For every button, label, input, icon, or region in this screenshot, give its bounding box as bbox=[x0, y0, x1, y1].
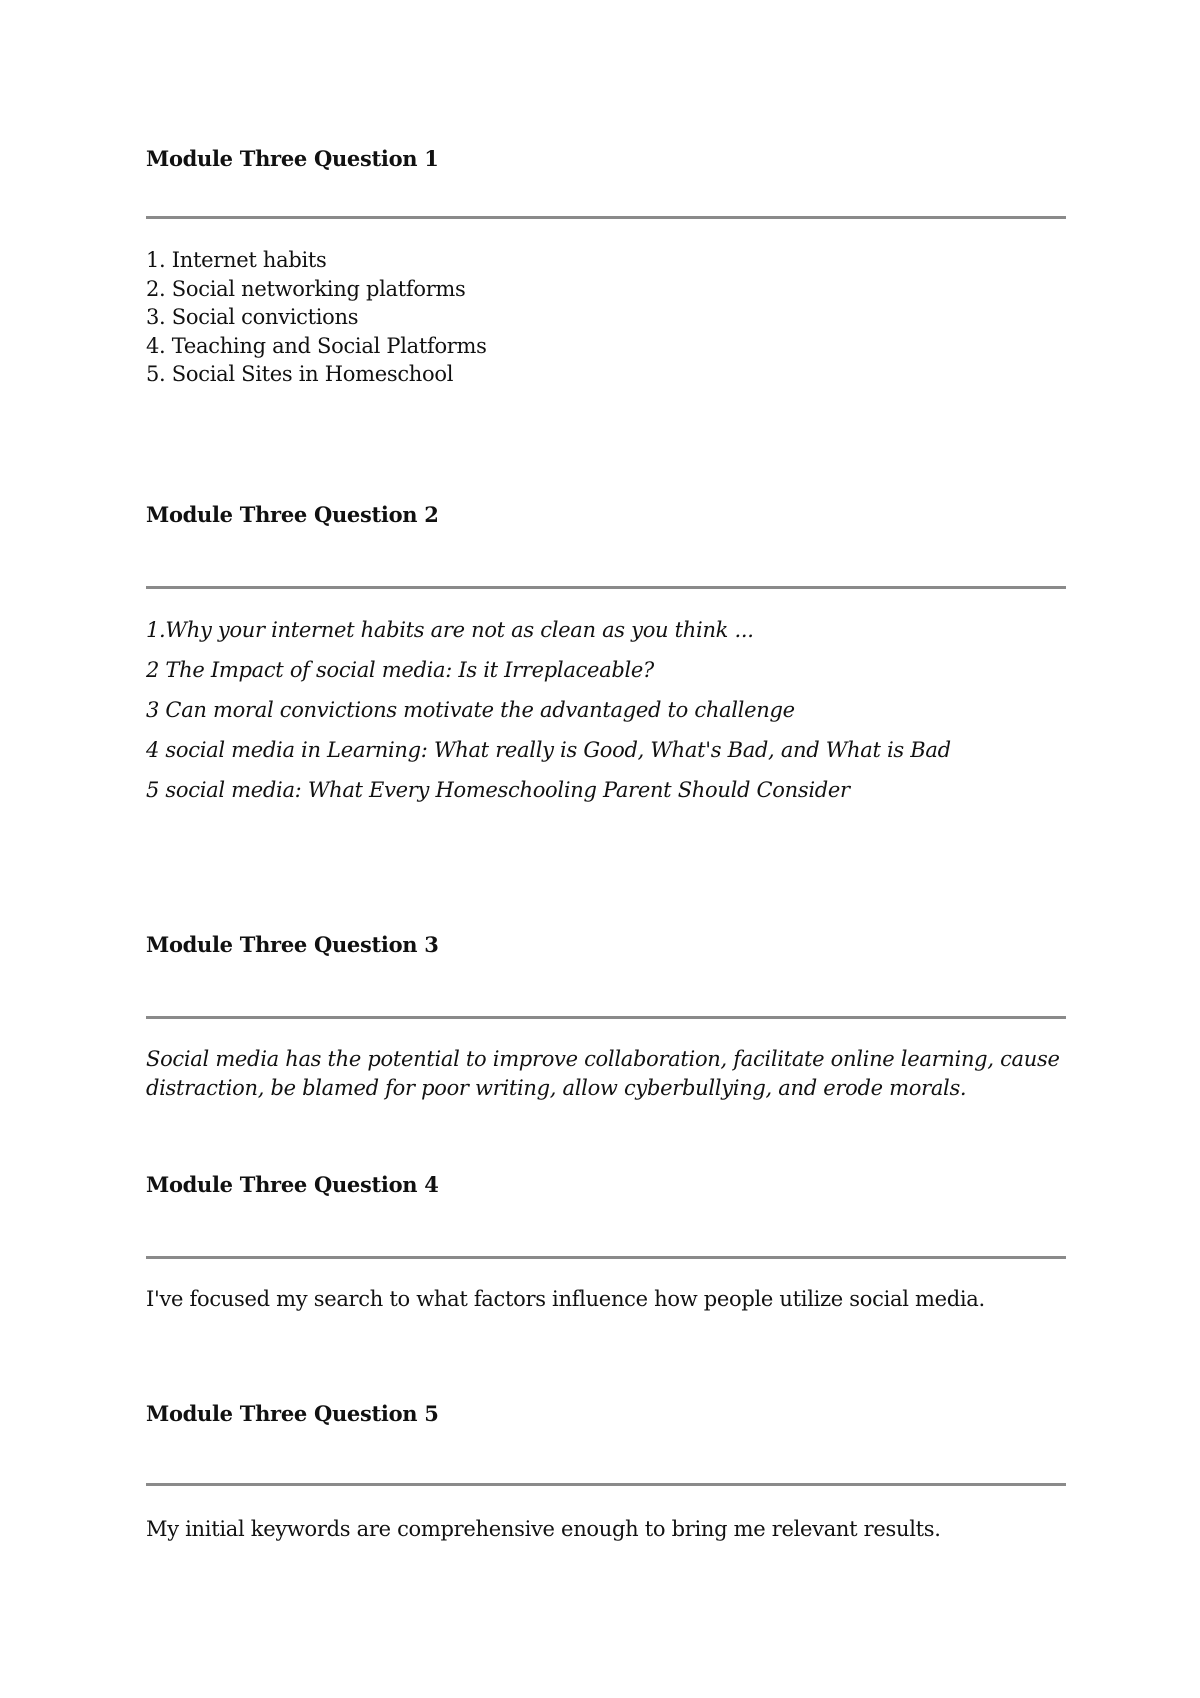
list-item: 1.Why your internet habits are not as clean as you think ... bbox=[146, 618, 754, 642]
question-3-answer bbox=[146, 1045, 1066, 1102]
question-1-divider bbox=[146, 216, 1066, 219]
question-4-answer bbox=[146, 1285, 1066, 1314]
question-2-heading: Module Three Question 2 bbox=[146, 502, 439, 527]
question-1-heading: Module Three Question 1 bbox=[146, 146, 439, 171]
question-2-answer bbox=[146, 610, 951, 810]
question-3-heading: Module Three Question 3 bbox=[146, 932, 439, 957]
list-item: 4. Teaching and Social Platforms bbox=[146, 333, 487, 358]
list-item: 3 Can moral convictions motivate the advantaged to challenge bbox=[146, 698, 795, 722]
list-item: 2. Social networking platforms bbox=[146, 276, 466, 301]
question-5-answer bbox=[146, 1515, 1066, 1544]
answer-paragraph: My initial keywords are comprehensive enough to bring me relevant results. bbox=[146, 1517, 941, 1541]
topic-list bbox=[146, 246, 487, 389]
list-item: 2 The Impact of social media: Is it Irreplaceable? bbox=[146, 658, 655, 682]
question-1-answer bbox=[146, 246, 487, 389]
question-3-divider bbox=[146, 1016, 1066, 1019]
answer-paragraph: Social media has the potential to improve collaboration, facilitate online learning, cause distraction, be blamed for poor writing, allow cyberbullying, and erode morals. bbox=[146, 1047, 1060, 1100]
list-item: 4 social media in Learning: What really is Good, What's Bad, and What is Bad bbox=[146, 738, 951, 762]
title-list bbox=[146, 610, 951, 810]
question-5-heading: Module Three Question 5 bbox=[146, 1401, 439, 1426]
question-4-heading: Module Three Question 4 bbox=[146, 1172, 439, 1197]
question-2-divider bbox=[146, 586, 1066, 589]
list-item: 5 social media: What Every Homeschooling Parent Should Consider bbox=[146, 778, 850, 802]
list-item: 1. Internet habits bbox=[146, 248, 327, 272]
question-4-divider bbox=[146, 1256, 1066, 1259]
answer-paragraph: I've focused my search to what factors influence how people utilize social media. bbox=[146, 1287, 985, 1311]
question-5-divider bbox=[146, 1483, 1066, 1486]
list-item: 5. Social Sites in Homeschool bbox=[146, 362, 454, 386]
list-item: 3. Social convictions bbox=[146, 305, 359, 329]
